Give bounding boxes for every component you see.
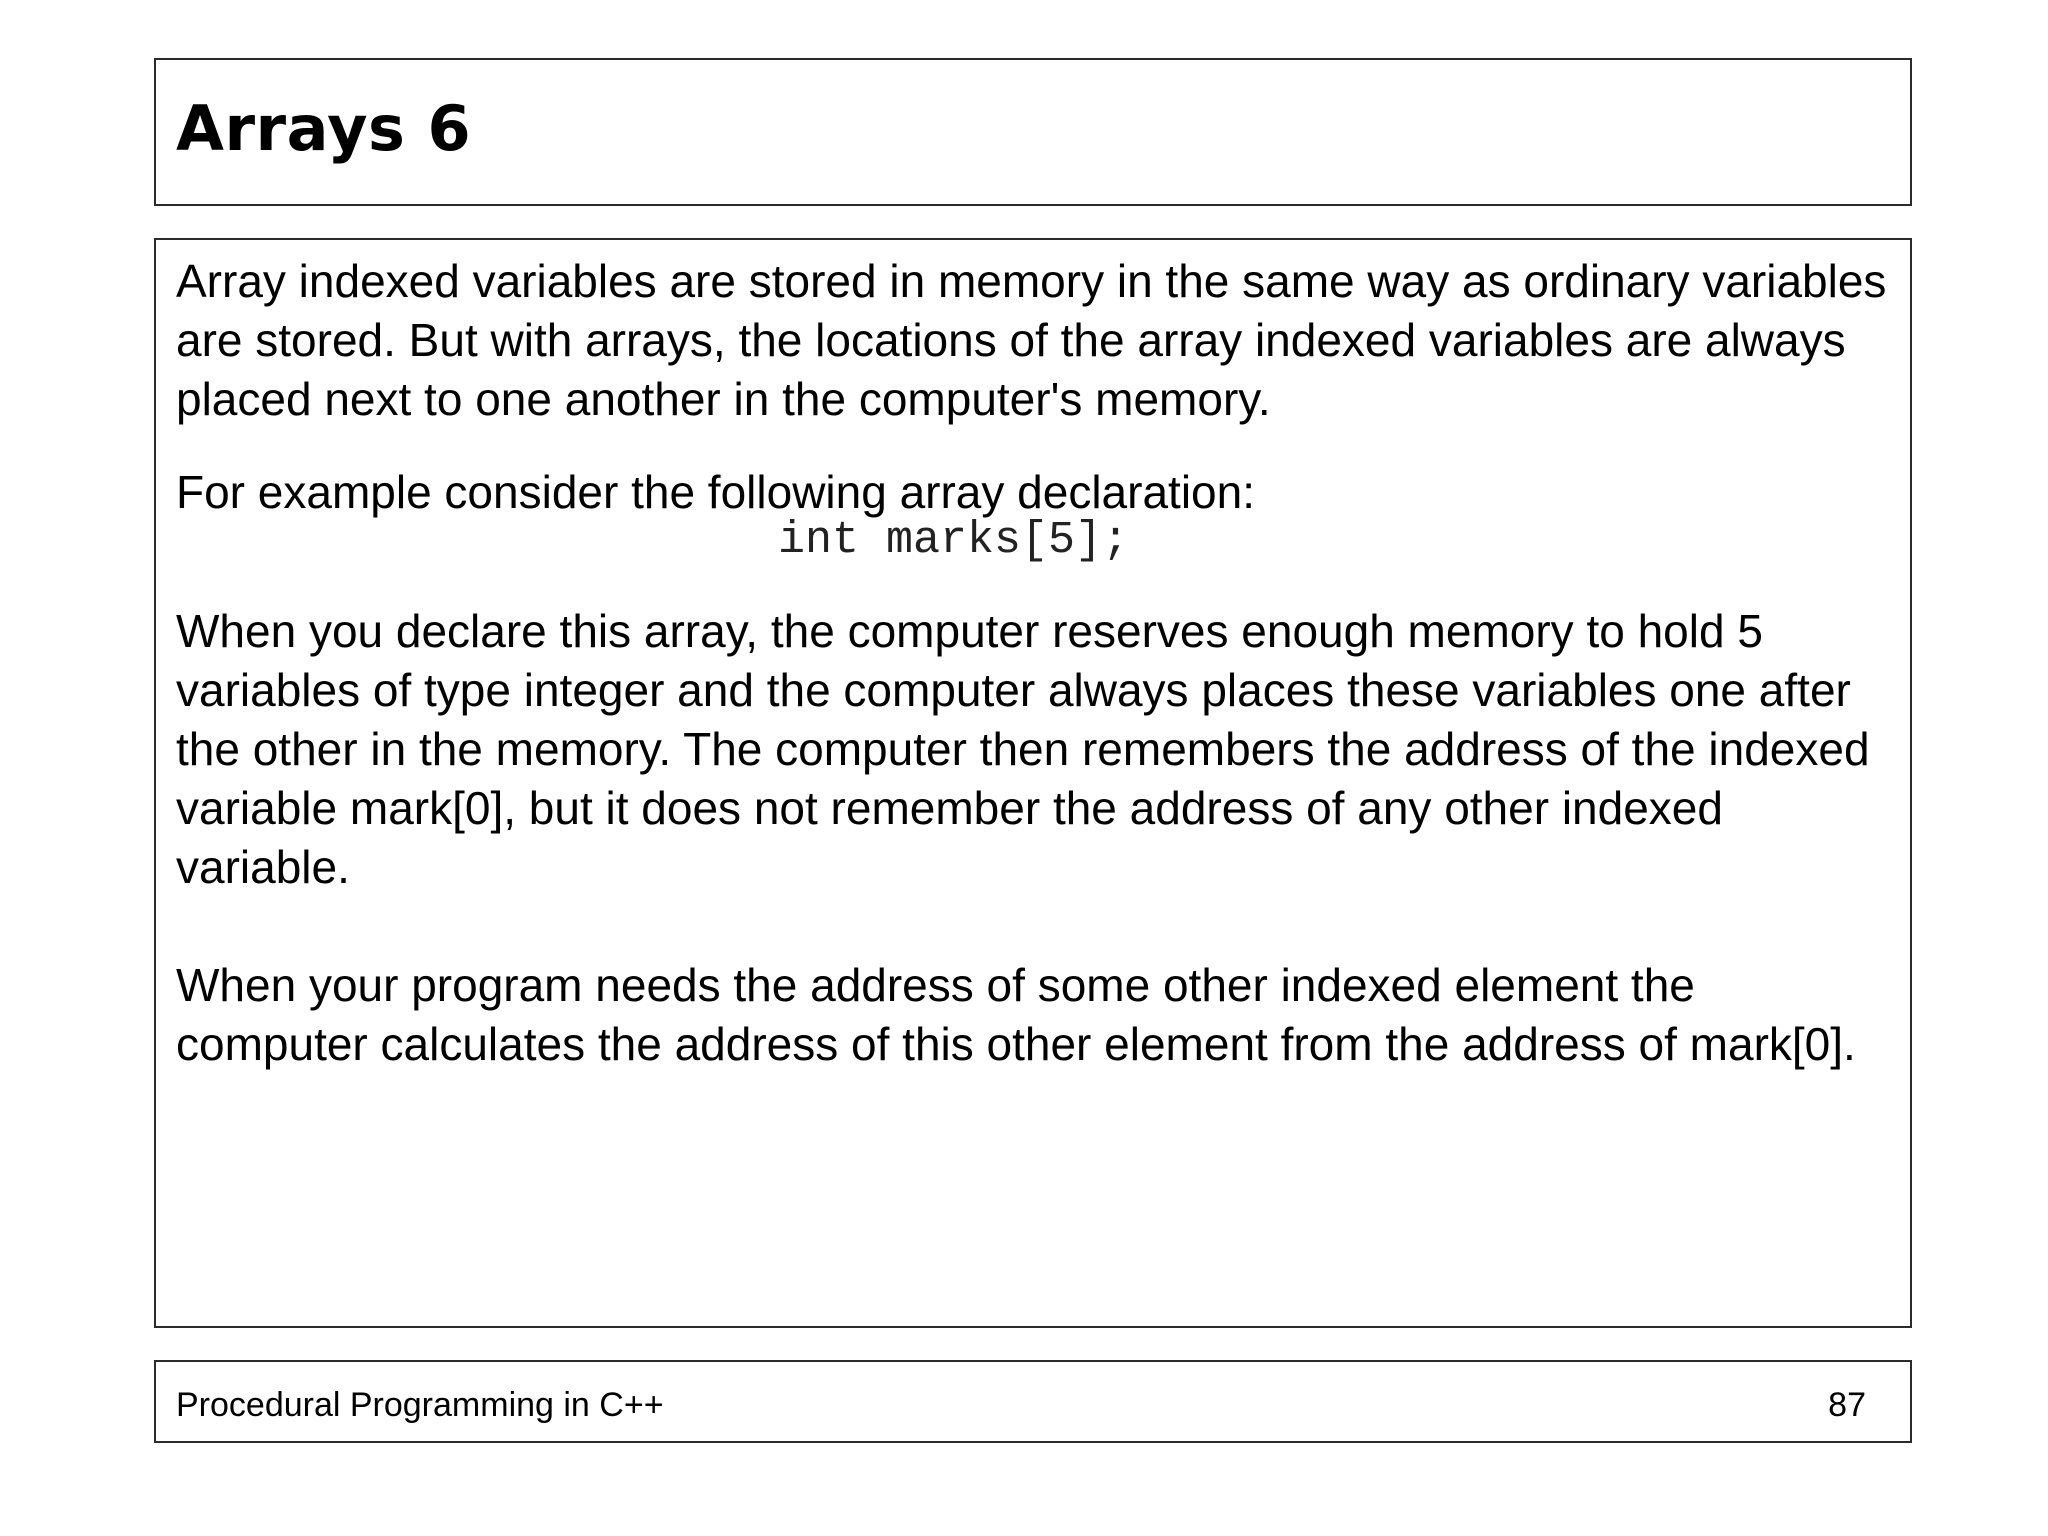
paragraph-address-calculation: When your program needs the address of some other indexed element the computer calculates the address of this other element from the address of mark[0].	[176, 959, 1856, 1070]
page-number: 87	[1828, 1386, 1866, 1424]
title-box	[154, 58, 1912, 206]
content-box	[154, 238, 1912, 1328]
footer-box	[154, 1360, 1912, 1443]
paragraph-example-intro: For example consider the following array declaration:	[176, 466, 1255, 518]
slide-title: Arrays 6	[176, 92, 472, 165]
slide-body	[176, 252, 1896, 1074]
paragraph-declare-array: When you declare this array, the computer reserves enough memory to hold 5 variables of type integer and the computer always places these variables one after the other in the memory. The computer then remembers the address of the indexed variable mark[0], but it does not remember the address of any other indexed variable.	[176, 605, 1870, 893]
footer-course-title: Procedural Programming in C++	[176, 1386, 664, 1424]
code-declaration: int marks[5];	[777, 515, 1130, 566]
paragraph-memory-layout: Array indexed variables are stored in memory in the same way as ordinary variables are stored. But with arrays, the locations of the array indexed variables are always placed next to one another in the computer's memory.	[176, 255, 1887, 425]
